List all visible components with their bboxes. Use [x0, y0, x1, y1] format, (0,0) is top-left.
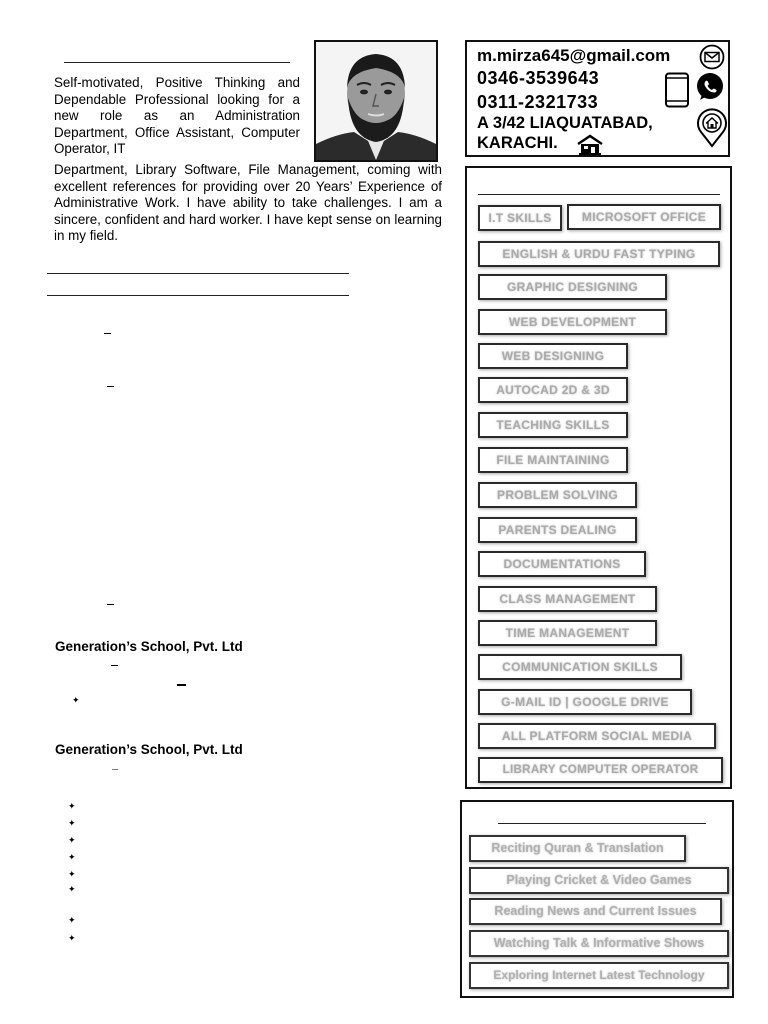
contact-address-line-1: A 3/42 LIAQUATABAD, — [477, 114, 653, 132]
skill-pill: LIBRARY COMPUTER OPERATOR — [478, 757, 723, 783]
skill-pill: ENGLISH & URDU FAST TYPING — [478, 241, 720, 267]
skill-pill: I.T SKILLS — [478, 205, 562, 231]
skill-pill: WEB DEVELOPMENT — [478, 309, 667, 335]
bullet-icon: ✦ — [68, 916, 76, 926]
skill-pill: WEB DESIGNING — [478, 343, 628, 369]
skill-pill: FILE MAINTAINING — [478, 447, 628, 473]
summary-text-part2: Department, Library Software, File Management, coming with excellent references for providing over 20 Years’ Experience of Administrative Work. I have ability to take challenges. I am a sincere, confident and hard worker. I have kept sense on learning in my field. — [54, 162, 442, 243]
experience-school-1: Generation’s School, Pvt. Ltd — [55, 639, 243, 654]
mail-icon — [699, 44, 725, 75]
bullet-icon: ✦ — [68, 802, 76, 812]
skills-box — [465, 166, 732, 789]
experience-school-2: Generation’s School, Pvt. Ltd — [55, 742, 243, 757]
skill-pill: G-MAIL ID | GOOGLE DRIVE — [478, 689, 692, 715]
whatsapp-icon — [695, 72, 725, 107]
hobbies-heading-rule — [498, 823, 706, 824]
date-dash — [107, 386, 114, 387]
date-dash — [111, 665, 118, 666]
home-location-icon — [696, 108, 728, 153]
hobby-pill: Reciting Quran & Translation — [469, 835, 686, 862]
date-dash — [104, 333, 111, 334]
skill-pill: ALL PLATFORM SOCIAL MEDIA — [478, 723, 716, 749]
date-dash — [112, 769, 118, 770]
summary-text-part1: Self-motivated, Positive Thinking and Dependable Professional looking for a new role as an Administration Department, Office Assistant, Computer Operator, IT — [54, 75, 300, 156]
profile-photo — [314, 40, 438, 162]
hobby-pill: Exploring Internet Latest Technology — [469, 962, 729, 989]
skill-pill: CLASS MANAGEMENT — [478, 586, 657, 612]
bullet-icon: ✦ — [68, 885, 76, 895]
bullet-icon: ✦ — [72, 696, 80, 706]
bullet-icon: ✦ — [68, 870, 76, 880]
skill-pill: PROBLEM SOLVING — [478, 482, 637, 508]
bullet-icon: ✦ — [68, 934, 76, 944]
skill-pill: MICROSOFT OFFICE — [567, 204, 721, 230]
hobbies-box — [460, 800, 734, 998]
skill-pill: COMMUNICATION SKILLS — [478, 654, 682, 680]
skill-pill: GRAPHIC DESIGNING — [478, 274, 667, 300]
bullet-icon: ✦ — [68, 853, 76, 863]
house-icon — [576, 134, 604, 161]
date-dash — [177, 684, 186, 686]
phone-icon — [664, 72, 690, 113]
contact-phone-1[interactable]: 0346-3539643 — [477, 68, 600, 88]
contact-address-line-2: KARACHI. — [477, 134, 558, 152]
contact-email[interactable]: m.mirza645@gmail.com — [477, 46, 671, 65]
hobby-pill: Playing Cricket & Video Games — [469, 867, 729, 894]
bullet-icon: ✦ — [68, 836, 76, 846]
skill-pill: AUTOCAD 2D & 3D — [478, 377, 628, 403]
bullet-icon: ✦ — [68, 819, 76, 829]
hobby-pill: Reading News and Current Issues — [469, 898, 722, 925]
summary-heading-rule — [64, 62, 290, 63]
skill-pill: DOCUMENTATIONS — [478, 551, 646, 577]
date-dash — [107, 604, 114, 605]
contact-phone-2[interactable]: 0311-2321733 — [477, 92, 599, 112]
section-rule-2 — [47, 295, 349, 296]
skills-heading-rule — [478, 194, 720, 195]
section-rule-1 — [47, 273, 349, 274]
hobby-pill: Watching Talk & Informative Shows — [469, 930, 729, 957]
skill-pill: TEACHING SKILLS — [478, 412, 628, 438]
skill-pill: PARENTS DEALING — [478, 517, 637, 543]
contact-box — [465, 40, 730, 157]
skill-pill: TIME MANAGEMENT — [478, 620, 657, 646]
